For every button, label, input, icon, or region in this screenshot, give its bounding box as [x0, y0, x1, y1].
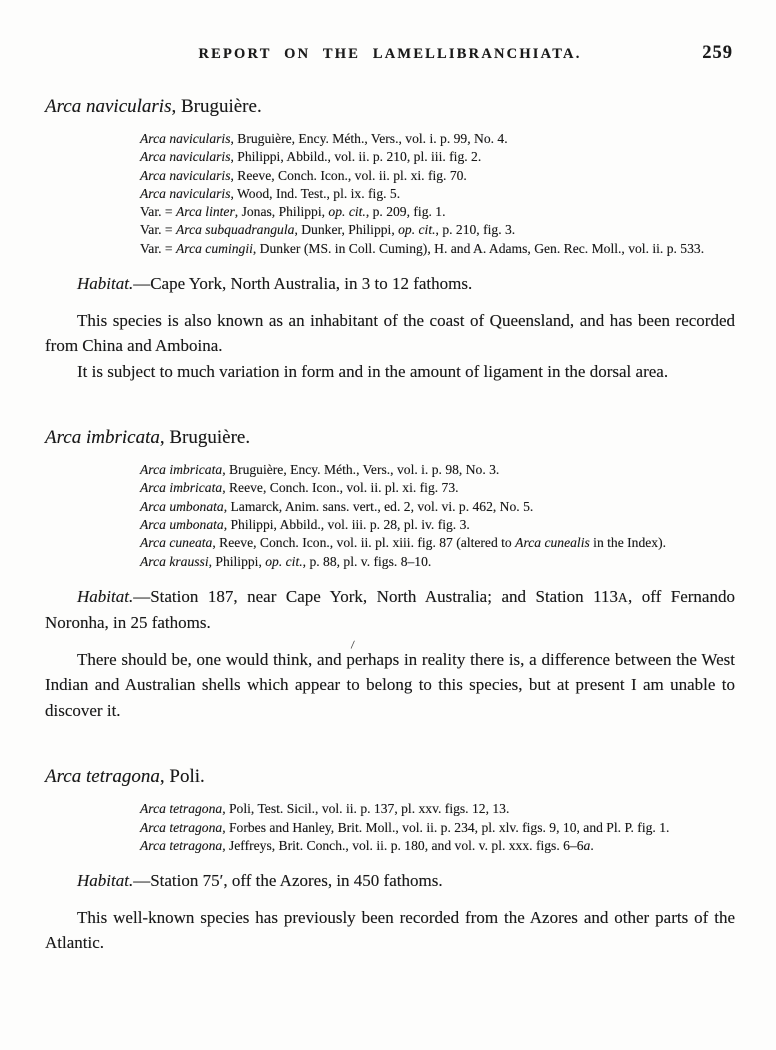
- italic-text: Arca cunealis: [515, 535, 590, 551]
- text: —Cape York, North Australia, in 3 to 12 fathoms.: [133, 274, 473, 294]
- synonymy-list: [140, 461, 737, 571]
- italic-text: op. cit.: [328, 204, 366, 220]
- smallcap-text: A: [618, 589, 628, 605]
- italic-text: Arca tetragona: [45, 766, 160, 788]
- text: , Jeffreys, Brit. Conch., vol. ii. p. 180, and vol. v. pl. xxx. figs. 6–6: [222, 837, 584, 853]
- text: , p. 88, pl. v. figs. 8–10.: [302, 553, 432, 569]
- text: —Station 75′, off the Azores, in 450 fathoms.: [133, 871, 443, 891]
- text: , Philippi, Abbild., vol. iii. p. 28, pl. iv. fig. 3.: [223, 516, 470, 532]
- italic-text: Arca navicularis: [140, 185, 231, 201]
- body-paragraph: This species is also known as an inhabitant of the coast of Queensland, and has been recorded from China and Amboina.: [45, 310, 735, 356]
- italic-text: Arca navicularis: [45, 96, 172, 117]
- italic-text: Arca tetragona: [140, 801, 223, 817]
- italic-text: Arca cumingii: [175, 240, 253, 256]
- text: , Wood, Ind. Test., pl. ix. fig. 5.: [230, 185, 401, 201]
- reference-line: [140, 240, 737, 258]
- text: , Reeve, Conch. Icon., vol. ii. pl. xiii. fig. 87 (altered to: [212, 535, 516, 551]
- italic-text: a: [583, 837, 591, 853]
- text: Var. =: [140, 240, 176, 256]
- italic-text: Habitat.: [77, 871, 134, 891]
- reference-line: [140, 553, 737, 571]
- italic-text: Arca cuneata: [140, 535, 213, 551]
- reference-line: [140, 148, 737, 166]
- page-body: [45, 95, 735, 956]
- reference-line: [140, 534, 737, 552]
- text: Var. =: [140, 222, 176, 238]
- reference-line: [140, 819, 737, 837]
- text: , off Fernando Noronha, in 25 fathoms.: [45, 586, 735, 633]
- text: , Philippi,: [208, 553, 266, 569]
- italic-text: Arca navicularis: [140, 167, 231, 183]
- italic-text: Arca kraussi: [140, 553, 209, 569]
- habitat-line: [45, 584, 735, 636]
- text: , Philippi, Abbild., vol. ii. p. 210, pl. iii. fig. 2.: [230, 149, 482, 165]
- text: , Dunker, Philippi,: [294, 222, 399, 238]
- reference-line: [140, 130, 737, 148]
- italic-text: op. cit.: [265, 553, 303, 569]
- page-header: [45, 43, 735, 68]
- reference-line: [140, 221, 737, 239]
- synonymy-list: [140, 130, 737, 258]
- reference-line: [140, 203, 737, 221]
- italic-text: Arca imbricata: [140, 480, 223, 496]
- reference-line: [140, 498, 737, 516]
- text: , Bruguière.: [159, 427, 251, 449]
- italic-text: Arca imbricata: [140, 462, 223, 478]
- body-paragraph: This well-known species has previously been recorded from the Azores and other parts of the Atlantic.: [45, 907, 735, 953]
- running-title: REPORT ON THE LAMELLIBRANCHIATA.: [198, 45, 582, 63]
- text: —Station 187, near Cape York, North Australia; and Station 113: [133, 586, 619, 606]
- species-heading: [45, 95, 735, 119]
- text: in the Index).: [589, 535, 667, 551]
- reference-line: [140, 837, 737, 855]
- species-section: [45, 95, 735, 384]
- italic-text: Habitat.: [77, 586, 134, 606]
- text: Var. =: [140, 204, 176, 220]
- italic-text: Arca umbonata: [140, 498, 224, 514]
- text: , Poli.: [159, 766, 205, 788]
- reference-line: [140, 516, 737, 534]
- italic-text: Arca subquadrangula: [175, 222, 295, 238]
- page-number: 259: [702, 43, 733, 63]
- reference-line: [140, 461, 737, 479]
- text: .: [590, 837, 594, 853]
- body-paragraph: It is subject to much variation in form and in the amount of ligament in the dorsal area.: [77, 361, 669, 381]
- text: , Forbes and Hanley, Brit. Moll., vol. ii. p. 234, pl. xlv. figs. 9, 10, and Pl. P. fig. 1.: [222, 819, 670, 835]
- italic-text: op. cit.: [398, 222, 436, 238]
- text: , Reeve, Conch. Icon., vol. ii. pl. xi. fig. 73.: [222, 480, 459, 496]
- italic-text: Arca tetragona: [140, 819, 223, 835]
- species-section: [45, 426, 735, 723]
- synonymy-list: [140, 800, 737, 855]
- text: , Jonas, Philippi,: [234, 204, 329, 220]
- text: , Poli, Test. Sicil., vol. ii. p. 137, pl. xxv. figs. 12, 13.: [222, 801, 510, 817]
- italic-text: Arca linter: [175, 204, 235, 220]
- reference-line: [140, 800, 737, 818]
- reference-line: [140, 167, 737, 185]
- text: , Lamarck, Anim. sans. vert., ed. 2, vol. vi. p. 462, No. 5.: [223, 498, 534, 514]
- italic-text: Arca navicularis: [140, 149, 231, 165]
- habitat-line: [45, 271, 735, 297]
- reference-line: [140, 185, 737, 203]
- text: , Bruguière.: [171, 96, 262, 117]
- species-heading: [45, 426, 735, 450]
- text: , Bruguière, Ency. Méth., Vers., vol. i. p. 99, No. 4.: [230, 131, 508, 146]
- italic-text: Arca navicularis: [140, 131, 231, 146]
- species-heading: [45, 765, 735, 789]
- text: , Bruguière, Ency. Méth., Vers., vol. i. p. 98, No. 3.: [222, 462, 500, 478]
- species-section: [45, 765, 735, 955]
- body-paragraph: There should be, one would think, and perhaps in reality there is, a difference between the West Indian and Australian shells which appear to belong to this species, but at present I am unable to discover it.: [45, 649, 735, 720]
- italic-text: Habitat.: [77, 274, 134, 294]
- text: , p. 210, fig. 3.: [435, 222, 516, 238]
- italic-text: Arca imbricata: [45, 427, 160, 449]
- italic-text: Arca umbonata: [140, 516, 224, 532]
- habitat-line: [45, 868, 735, 894]
- text: , p. 209, fig. 1.: [365, 204, 446, 220]
- italic-text: Arca tetragona: [140, 837, 223, 853]
- reference-line: [140, 479, 737, 497]
- text: , Reeve, Conch. Icon., vol. ii. pl. xi. fig. 70.: [230, 167, 467, 183]
- text: , Dunker (MS. in Coll. Cuming), H. and A. Adams, Gen. Rec. Moll., vol. ii. p. 533.: [252, 240, 705, 256]
